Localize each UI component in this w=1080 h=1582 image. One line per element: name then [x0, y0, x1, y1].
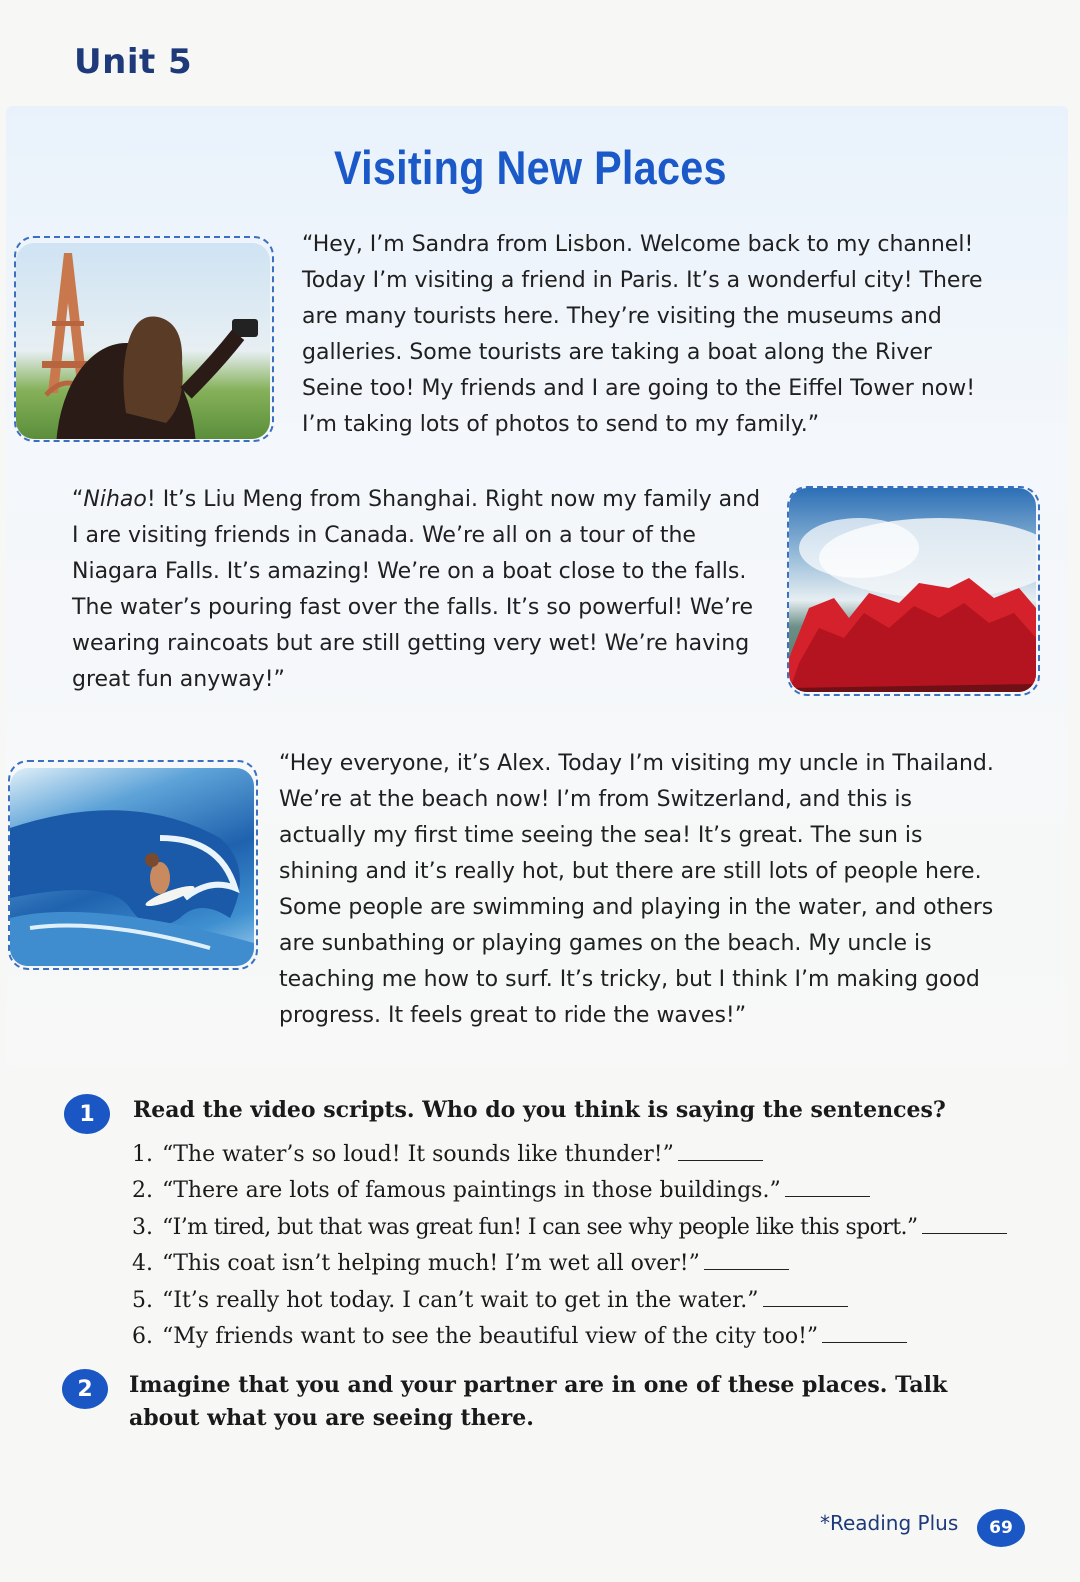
section-label: *Reading Plus [820, 1511, 959, 1535]
exercise-1-item-2 [132, 1173, 1012, 1209]
page-title: Visiting New Places [334, 141, 727, 194]
answer-blank[interactable] [704, 1249, 789, 1270]
exercise-2-instruction: Imagine that you and your partner are in one of these places. Talk about what you are seeing there. [129, 1372, 948, 1431]
unit-title: Unit 5 [74, 42, 193, 82]
answer-blank[interactable] [763, 1286, 848, 1307]
sandra-script: “Hey, I’m Sandra from Lisbon. Welcome back to my channel! Today I’m visiting a friend in Paris. It’s a wonderful city! There are many tourists here. They’re visiting the museums and galleries. Some tourists are taking a boat along the River Seine too! My friends and I are going to the Eiffel Tower now! I’m taking lots of photos to send to my family.” [302, 232, 983, 437]
alex-script: “Hey everyone, it’s Alex. Today I’m visiting my uncle in Thailand. We’re at the beach now! I’m from Switzerland, and this is actually my first time seeing the sea! It’s great. The sun is shining and it’s really hot, but there are still lots of people here. Some people are swimming and playing in the water, and others are sunbathing or playing games on the beach. My uncle is teaching me how to surf. It’s tricky, but I think I’m making good progress. It feels great to ride the waves!” [279, 751, 994, 1028]
exercise-1-item-3 [132, 1210, 1012, 1246]
exercise-1-item-4 [132, 1246, 1012, 1282]
answer-blank[interactable] [822, 1322, 907, 1343]
eiffel-tower-photo-frame [14, 236, 274, 442]
exercise-1-item-6 [132, 1319, 1012, 1355]
item-number: 4. [132, 1251, 153, 1277]
exercise-1-instruction: Read the video scripts. Who do you think is saying the sentences? [133, 1097, 946, 1123]
item-text: “My friends want to see the beautiful view of the city too!” [162, 1323, 819, 1349]
niagara-falls-photo-frame [787, 486, 1040, 696]
item-number: 2. [132, 1178, 153, 1204]
answer-blank[interactable] [922, 1213, 1007, 1234]
item-text: “There are lots of famous paintings in those buildings.” [162, 1178, 781, 1204]
liu-meng-script: “Nihao! It’s Liu Meng from Shanghai. Right now my family and I are visiting friends in Canada. We’re all on a tour of the Niagara Falls. It’s amazing! We’re on a boat close to the falls. The water’s pouring fast over the falls. It’s so powerful! We’re wearing raincoats but are still getting very wet! We’re having great fun anyway!” [72, 487, 761, 692]
item-text: “This coat isn’t helping much! I’m wet all over!” [162, 1251, 700, 1277]
item-text: “The water’s so loud! It sounds like thunder!” [162, 1142, 674, 1167]
item-number: 6. [132, 1323, 153, 1349]
answer-blank[interactable] [678, 1140, 763, 1161]
item-text: “It’s really hot today. I can’t wait to get in the water.” [162, 1287, 759, 1313]
surfing-photo-frame [8, 760, 258, 970]
exercise-1-list [132, 1137, 1012, 1355]
item-number: 3. [132, 1214, 153, 1240]
answer-blank[interactable] [785, 1176, 870, 1197]
item-number: 5. [132, 1287, 153, 1313]
exercise-1-badge: 1 [64, 1094, 110, 1134]
page-number-badge: 69 [977, 1509, 1025, 1547]
exercise-2-badge: 2 [62, 1369, 108, 1409]
exercise-1-item-1 [132, 1137, 1012, 1173]
item-text: “I’m tired, but that was great fun! I can see why people like this sport.” [162, 1214, 918, 1240]
exercise-1-item-5 [132, 1283, 1012, 1319]
item-number: 1. [132, 1142, 153, 1167]
